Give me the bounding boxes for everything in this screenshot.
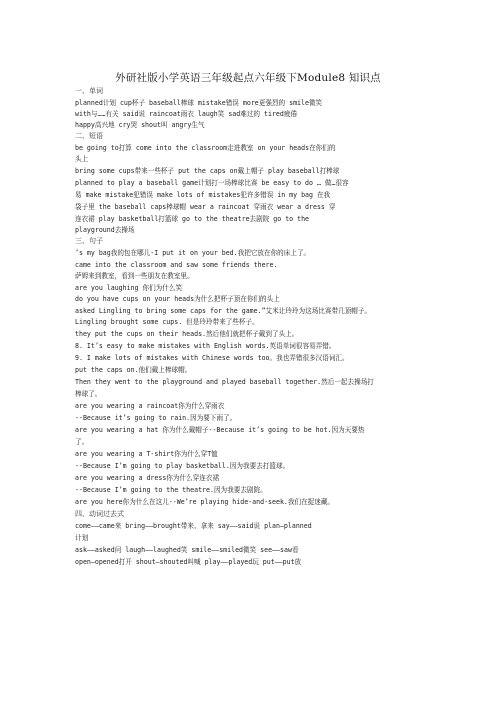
text-line: 连衣裙 play basketball打篮球 go to the theatre去剧院 go to the: [75, 215, 310, 223]
text-line: 了。: [75, 438, 89, 446]
text-line: be going to打算 come into the classroom走进教室 on your heads在你们的: [75, 144, 336, 152]
section-heading-sentences: 三、句子: [75, 237, 103, 245]
text-line: bring some cups带来一些杯子 put the caps on戴上帽子 play baseball打棒球: [75, 167, 340, 175]
section-heading-words: 一、单词: [75, 87, 103, 95]
text-line: asked Lingling to bring some caps for the game.”艾米让玲玲为这场比赛带几顶帽子。: [75, 307, 372, 315]
document-title: 外研社版小学英语三年级起点六年级下Module8 知识点: [115, 72, 381, 84]
text-line: ask——asked问 laugh——laughed笑 smile——smiled微笑 see——saw看: [75, 546, 299, 554]
text-line: are you here你为什么在这儿--We’re playing hide-and-seek.我们在捉迷藏。: [75, 498, 335, 506]
text-line: they put the cups on their heads.然后他们就把杯子戴到了头上。: [75, 330, 299, 338]
text-line: are you wearing a hat 你为什么戴帽子--Because it’s going to be hot.因为天要热: [75, 426, 365, 434]
text-line: Lingling brought some cups. 但是玲玲带来了些杯子。: [75, 318, 259, 326]
text-line: ’s my bag我的包在哪儿-I put it on your bed.我把它放在你的床上了。: [75, 249, 311, 257]
text-line: 计划: [75, 534, 89, 542]
text-line: 8. It’s easy to make mistakes with English words.英语单词很容易弄错。: [75, 342, 336, 350]
text-line: planned计划 cup杯子 baseball棒球 mistake错误 more更强烈的 smile微笑: [75, 99, 323, 107]
text-line: do you have cups on your heads为什么把杯子顶在你们的头上: [75, 295, 280, 303]
text-line: with与……有关 said说 raincoat雨衣 laugh笑 sad难过的 tired疲倦: [75, 110, 298, 118]
text-line: come——came来 bring——brought带来、拿来 say——said说 plan—planned: [75, 522, 312, 530]
text-line: came into the classroom and saw some friends there.: [75, 261, 278, 269]
text-line: --Because it’s going to rain.因为要下雨了。: [75, 414, 237, 422]
text-line: are you wearing a T-shirt你为什么穿T恤: [75, 450, 218, 458]
text-line: Then they went to the playground and played baseball together.然后一起去操场打: [75, 378, 374, 386]
text-line: are you wearing a raincoat你为什么穿雨衣: [75, 402, 225, 410]
text-line: playground去操场: [75, 226, 135, 234]
text-line: 棒球了。: [75, 390, 102, 398]
text-line: 袋子里 the baseball caps棒球帽 wear a raincoat 穿雨衣 wear a dress 穿: [75, 203, 336, 211]
text-line: 易 make mistake犯错误 make lots of mistakes犯许多错误 in my bag 在我: [75, 191, 331, 199]
text-line: are you laughing 你们为什么笑: [75, 284, 183, 292]
text-line: 头上: [75, 155, 89, 163]
text-line: --Because I’m going to play basketball.因为我要去打篮球。: [75, 462, 290, 470]
text-line: 萨姆来到教室，看到一些朋友在教室里。: [75, 272, 194, 280]
section-heading-verbs: 四、动词过去式: [75, 510, 124, 518]
text-line: put the caps on.他们戴上棒球帽。: [75, 366, 192, 374]
text-line: --Because I’m going to the theatre.因为我要去剧院。: [75, 486, 267, 494]
text-line: open—opened打开 shout—shouted叫喊 play——played玩 put——put放: [75, 558, 302, 566]
text-line: planned to play a baseball game计划打一场棒球比赛 be easy to do … 做…很容: [75, 179, 349, 187]
text-line: are you wearing a dress你为什么穿连衣裙: [75, 474, 220, 482]
text-line: 9. I make lots of mistakes with Chinese words too。我也弄错很多汉语词汇。: [75, 354, 349, 362]
section-heading-phrases: 二、短语: [75, 132, 103, 140]
text-line: happy高兴地 cry哭 shout叫 angry生气: [75, 121, 205, 129]
